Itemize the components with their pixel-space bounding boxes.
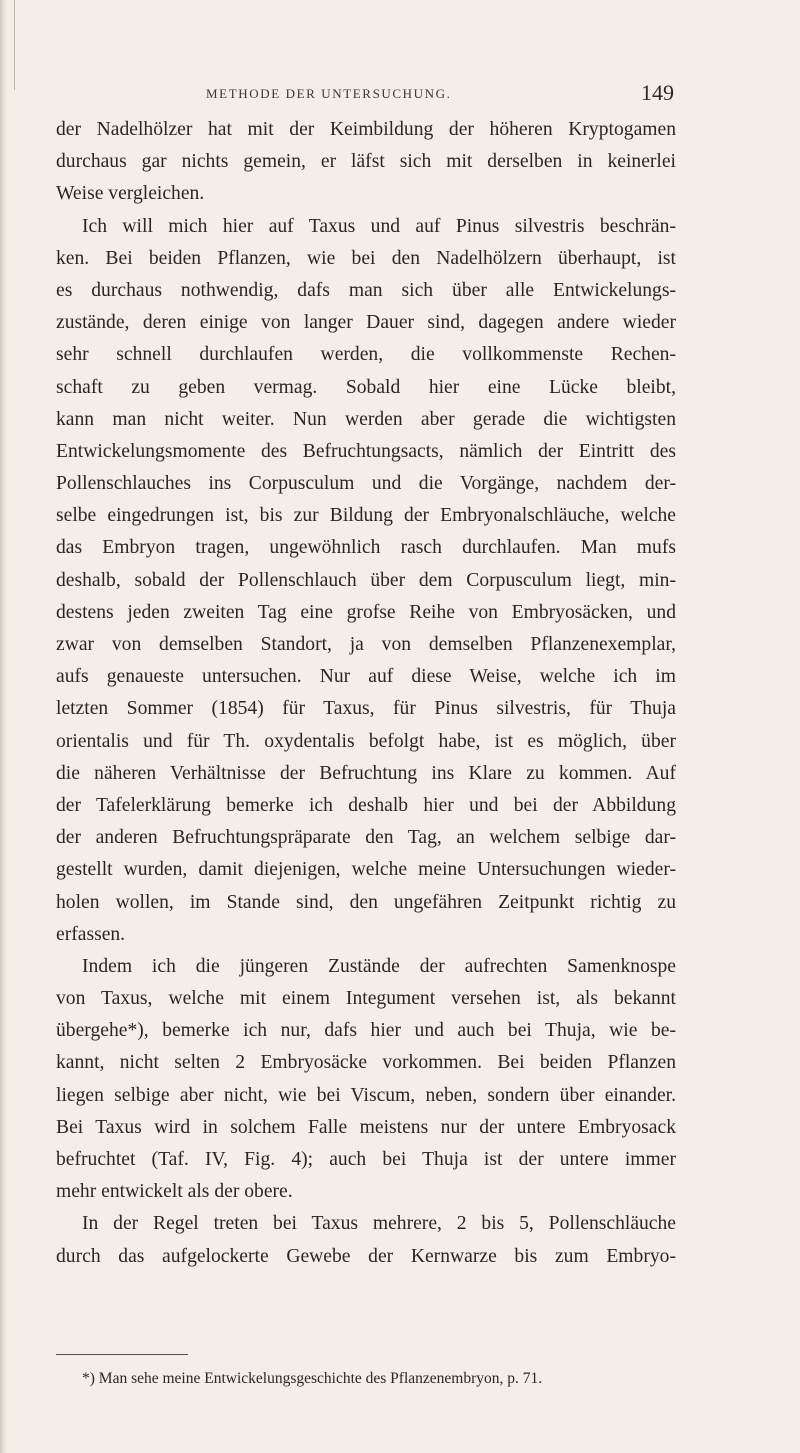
text-line: orientalis und für Th. oxydentalis befolgt habe, ist es möglich, über xyxy=(56,730,676,752)
text-line: Weise vergleichen. xyxy=(56,183,205,205)
text-line: schaft zu geben vermag. Sobald hier eine Lücke bleibt, xyxy=(56,376,676,398)
text-line: erfassen. xyxy=(56,923,126,945)
text-line: von Taxus, welche mit einem Integument versehen ist, als bekannt xyxy=(56,988,676,1010)
text-line: deshalb, sobald der Pollenschlauch über dem Corpusculum liegt, min- xyxy=(56,569,676,591)
text-line: der Tafelerklärung bemerke ich deshalb hier und bei der Abbildung xyxy=(56,794,676,816)
text-line: In der Regel treten bei Taxus mehrere, 2 bis 5, Pollenschläuche xyxy=(82,1213,676,1235)
text-line: Entwickelungsmomente des Befruchtungsacts, nämlich der Eintritt des xyxy=(56,440,676,462)
text-line: aufs genaueste untersuchen. Nur auf diese Weise, welche ich im xyxy=(56,666,676,688)
text-line: zwar von demselben Standort, ja von demselben Pflanzenexemplar, xyxy=(56,634,676,655)
text-line: selbe eingedrungen ist, bis zur Bildung der Embryonalschläuche, welche xyxy=(56,505,676,527)
text-line: befruchtet (Taf. IV, Fig. 4); auch bei Thuja ist der untere immer xyxy=(56,1149,676,1170)
text-line: das Embryon tragen, ungewöhnlich rasch durchlaufen. Man mufs xyxy=(56,537,676,559)
text-line: letzten Sommer (1854) für Taxus, für Pinus silvestris, für Thuja xyxy=(56,698,676,720)
text-line: Bei Taxus wird in solchem Falle meistens nur der untere Embryosack xyxy=(56,1116,676,1138)
text-line: holen wollen, im Stande sind, den ungefähren Zeitpunkt richtig zu xyxy=(56,891,676,913)
text-line: ken. Bei beiden Pflanzen, wie bei den Nadelhölzern überhaupt, ist xyxy=(56,247,676,269)
text-line: Ich will mich hier auf Taxus und auf Pinus silvestris beschrän- xyxy=(82,215,676,237)
text-line: es durchaus nothwendig, dafs man sich über alle Entwickelungs- xyxy=(56,279,676,301)
text-line: Indem ich die jüngeren Zustände der aufrechten Samenknospe xyxy=(82,955,676,977)
text-line: der anderen Befruchtungspräparate den Tag, an welchem selbige dar- xyxy=(56,827,676,849)
text-line: übergehe*), bemerke ich nur, dafs hier und auch bei Thuja, wie be- xyxy=(56,1020,676,1042)
footnote: *) Man sehe meine Entwickelungsgeschichte des Pflanzenembryon, p. 71. xyxy=(82,1370,543,1387)
text-line: kannt, nicht selten 2 Embryosäcke vorkommen. Bei beiden Pflanzen xyxy=(56,1052,676,1074)
text-line: die näheren Verhältnisse der Befruchtung ins Klare zu kommen. Auf xyxy=(56,762,676,784)
text-line: kann man nicht weiter. Nun werden aber gerade die wichtigsten xyxy=(56,408,676,430)
footnote-divider xyxy=(56,1354,188,1355)
text-line: Pollenschlauches ins Corpusculum und die Vorgänge, nachdem der- xyxy=(56,473,676,495)
page-header xyxy=(56,80,674,104)
text-line: zustände, deren einige von langer Dauer sind, dagegen andere wieder xyxy=(56,312,676,334)
text-line: mehr entwickelt als der obere. xyxy=(56,1181,293,1203)
running-head: METHODE DER UNTERSUCHUNG. xyxy=(206,86,452,101)
text-line: durch das aufgelockerte Gewebe der Kernwarze bis zum Embryo- xyxy=(56,1245,676,1267)
text-line: liegen selbige aber nicht, wie bei Viscum, neben, sondern über einander. xyxy=(56,1084,676,1106)
text-line: durchaus gar nichts gemein, er läfst sich mit derselben in keinerlei xyxy=(56,151,676,173)
body-text xyxy=(56,114,676,1273)
page-gutter-shadow xyxy=(0,0,8,1453)
text-line: der Nadelhölzer hat mit der Keimbildung der höheren Kryptogamen xyxy=(56,119,676,140)
text-line: sehr schnell durchlaufen werden, die vollkommenste Rechen- xyxy=(56,344,676,366)
page-number: 149 xyxy=(641,80,674,105)
text-line: destens jeden zweiten Tag eine grofse Reihe von Embryosäcken, und xyxy=(56,601,676,623)
page-binding-edge xyxy=(0,0,15,90)
text-line: gestellt wurden, damit diejenigen, welche meine Untersuchungen wieder- xyxy=(56,859,676,881)
